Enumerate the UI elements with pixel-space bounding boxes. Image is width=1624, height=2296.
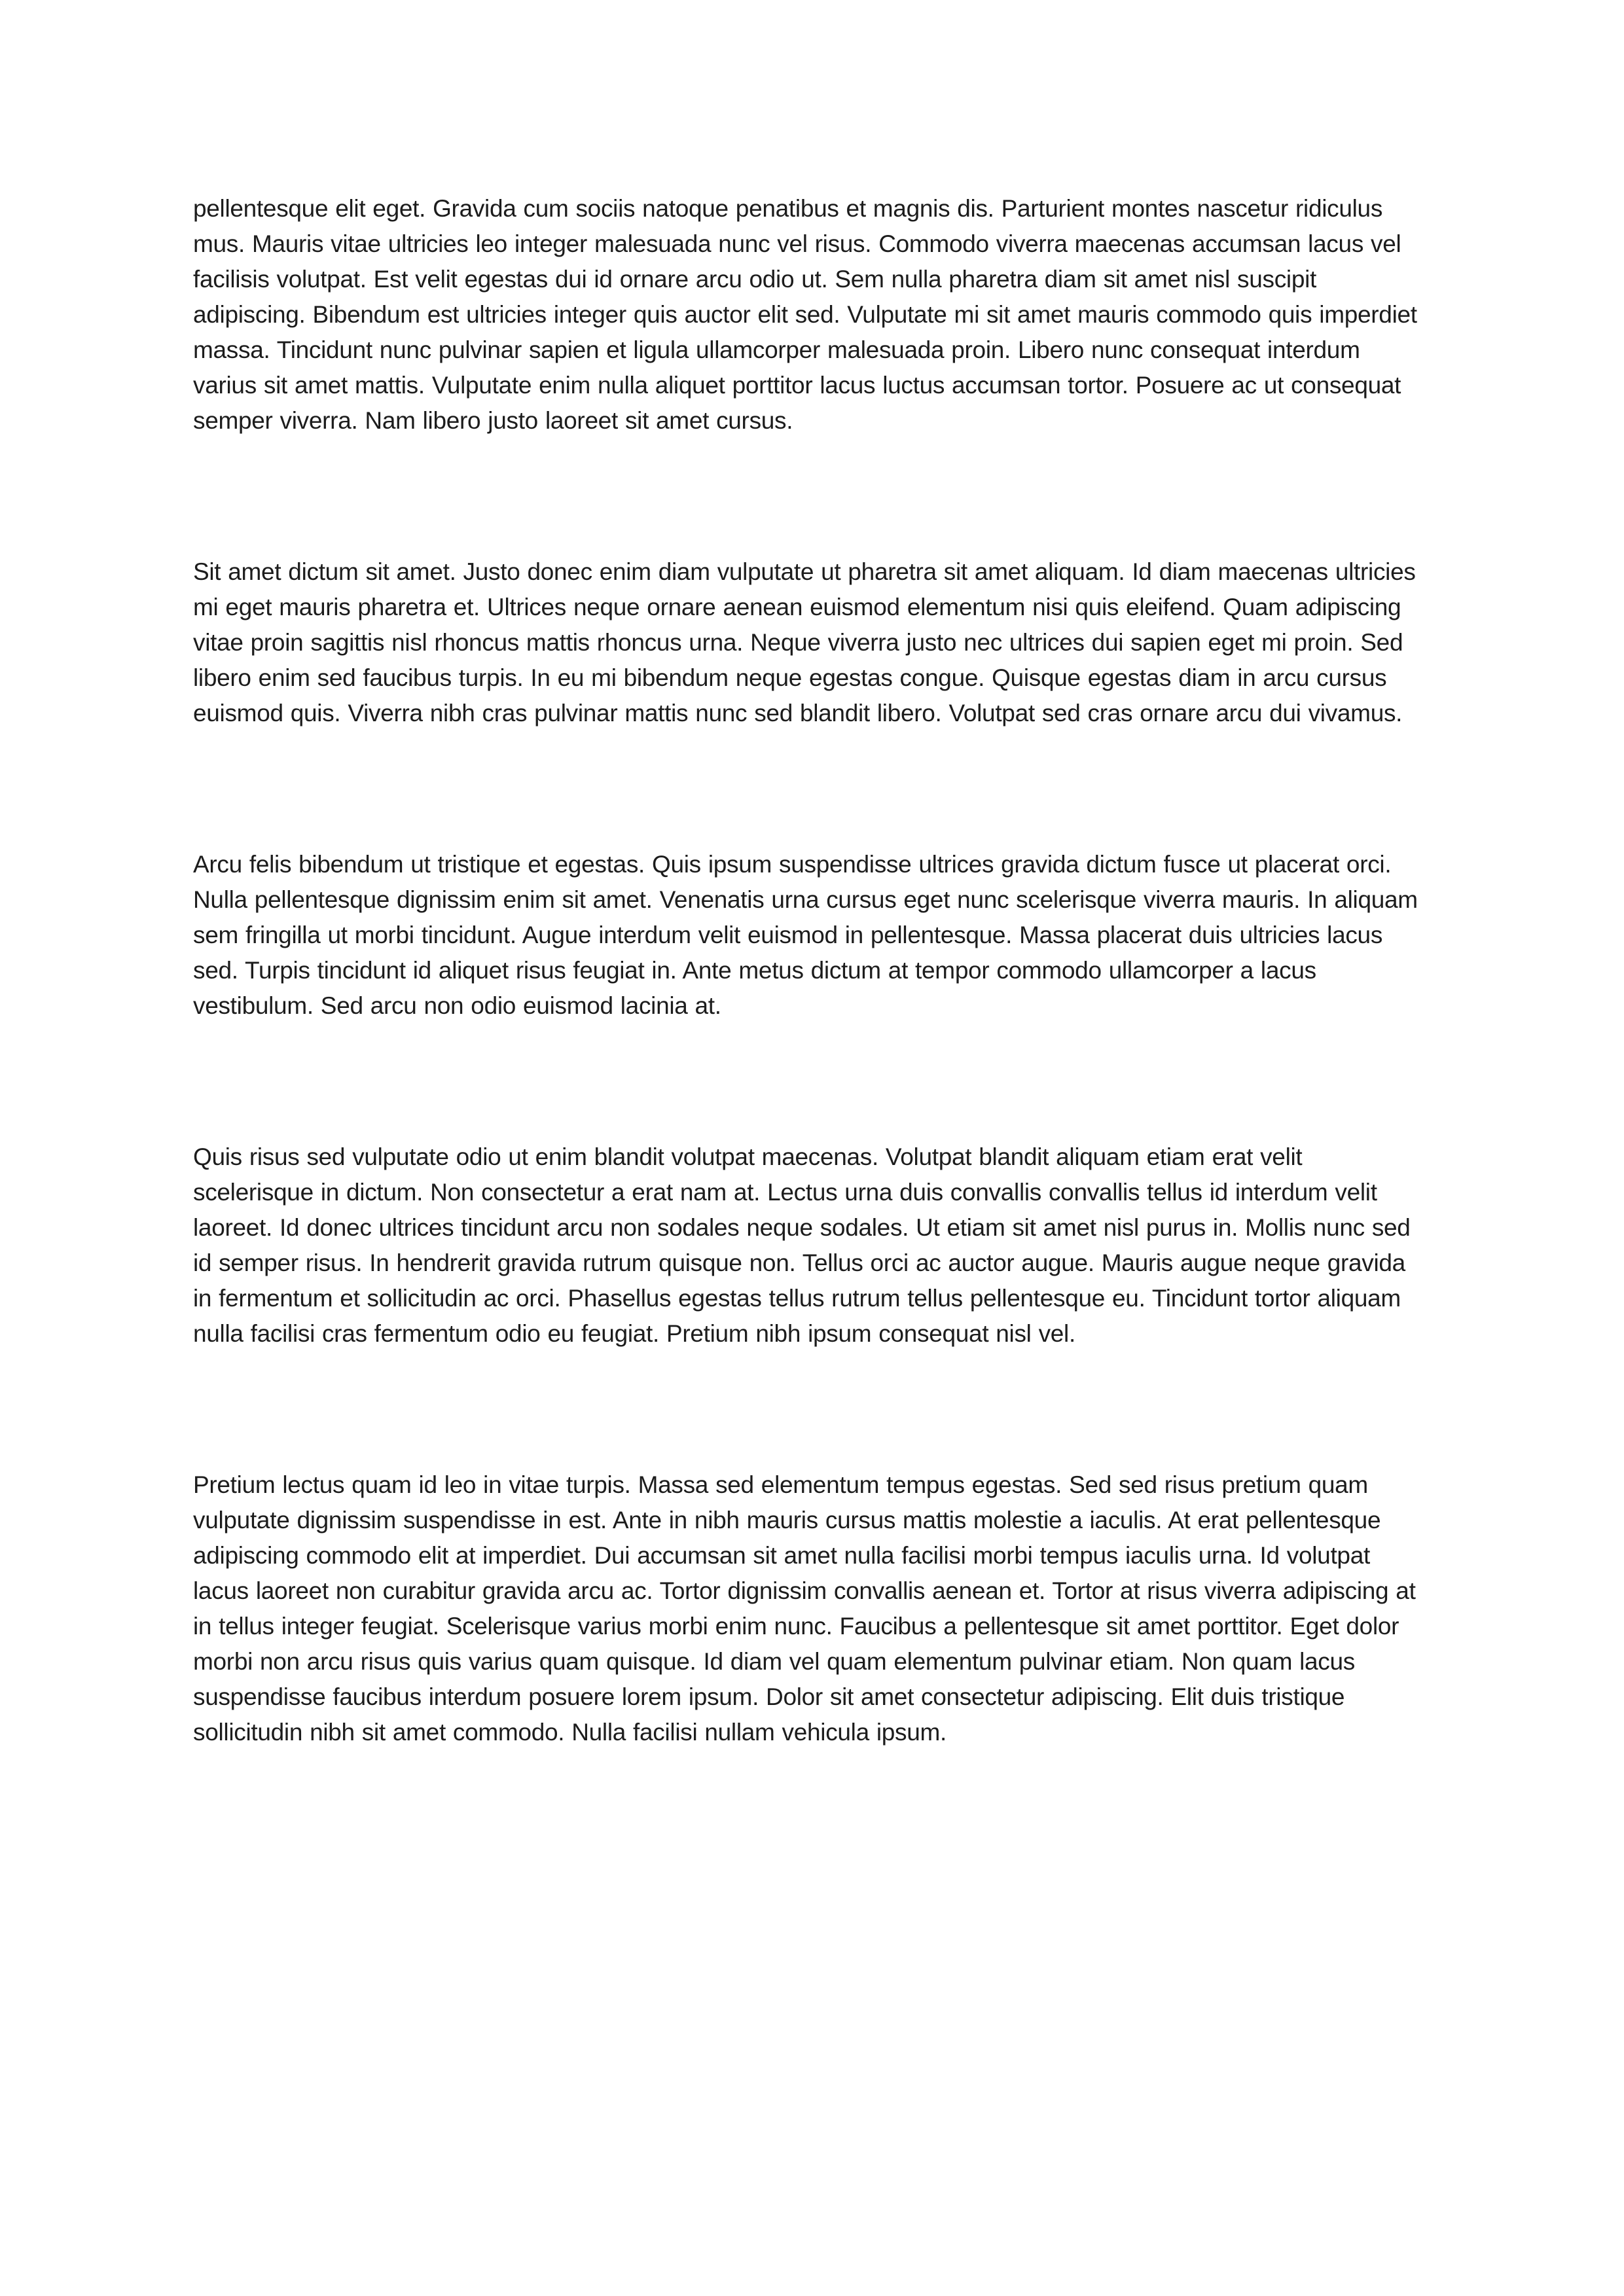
paragraph: Quis risus sed vulputate odio ut enim blandit volutpat maecenas. Volutpat blandit aliquam etiam erat velit scelerisque in dictum. Non consectetur a erat nam at. Lectus urna duis convallis convallis tellus id interdum velit laoreet. Id donec ultrices tincidunt arcu non sodales neque sodales. Ut etiam sit amet nisl purus in. Mollis nunc sed id semper risus. In hendrerit gravida rutrum quisque non. Tellus orci ac auctor augue. Mauris augue neque gravida in fermentum et sollicitudin ac orci. Phasellus egestas tellus rutrum tellus pellentesque eu. Tincidunt tortor aliquam nulla facilisi cras fermentum odio eu feugiat. Pretium nibh ipsum consequat nisl vel. <box>193 1143 1411 1347</box>
paragraph: Pretium lectus quam id leo in vitae turpis. Massa sed elementum tempus egestas. Sed sed risus pretium quam vulputate dignissim suspendisse in est. Ante in nibh mauris cursus mattis molestie a iaculis. At erat pellentesque adipiscing commodo elit at imperdiet. Dui accumsan sit amet nulla facilisi morbi tempus iaculis urna. Id volutpat lacus laoreet non curabitur gravida arcu ac. Tortor dignissim convallis aenean et. Tortor at risus viverra adipiscing at in tellus integer feugiat. Scelerisque varius morbi enim nunc. Faucibus a pellentesque sit amet porttitor. Eget dolor morbi non arcu risus quis varius quam quisque. Id diam vel quam elementum pulvinar etiam. Non quam lacus suspendisse faucibus interdum posuere lorem ipsum. Dolor sit amet consectetur adipiscing. Elit duis tristique sollicitudin nibh sit amet commodo. Nulla facilisi nullam vehicula ipsum. <box>193 1471 1416 1746</box>
paragraph: pellentesque elit eget. Gravida cum sociis natoque penatibus et magnis dis. Parturient montes nascetur ridiculus mus. Mauris vitae ultricies leo integer malesuada nunc vel risus. Commodo viverra maecenas accumsan lacus vel facilisis volutpat. Est velit egestas dui id ornare arcu odio ut. Sem nulla pharetra diam sit amet nisl suscipit adipiscing. Bibendum est ultricies integer quis auctor elit sed. Vulputate mi sit amet mauris commodo quis imperdiet massa. Tincidunt nunc pulvinar sapien et ligula ullamcorper malesuada proin. Libero nunc consequat interdum varius sit amet mattis. Vulputate enim nulla aliquet porttitor lacus luctus accumsan tortor. Posuere ac ut consequat semper viverra. Nam libero justo laoreet sit amet cursus. <box>193 195 1417 434</box>
paragraph: Sit amet dictum sit amet. Justo donec enim diam vulputate ut pharetra sit amet aliquam. Id diam maecenas ultricies mi eget mauris pharetra et. Ultrices neque ornare aenean euismod elementum nisi quis eleifend. Quam adipiscing vitae proin sagittis nisl rhoncus mattis rhoncus urna. Neque viverra justo nec ultrices dui sapien eget mi proin. Sed libero enim sed faucibus turpis. In eu mi bibendum neque egestas congue. Quisque egestas diam in arcu cursus euismod quis. Viverra nibh cras pulvinar mattis nunc sed blandit libero. Volutpat sed cras ornare arcu dui vivamus. <box>193 558 1416 726</box>
document-text-body <box>193 191 1429 1750</box>
paragraph: Arcu felis bibendum ut tristique et egestas. Quis ipsum suspendisse ultrices gravida dictum fusce ut placerat orci. Nulla pellentesque dignissim enim sit amet. Venenatis urna cursus eget nunc scelerisque viverra mauris. In aliquam sem fringilla ut morbi tincidunt. Augue interdum velit euismod in pellentesque. Massa placerat duis ultricies lacus sed. Turpis tincidunt id aliquet risus feugiat in. Ante metus dictum at tempor commodo ullamcorper a lacus vestibulum. Sed arcu non odio euismod lacinia at. <box>193 851 1418 1019</box>
